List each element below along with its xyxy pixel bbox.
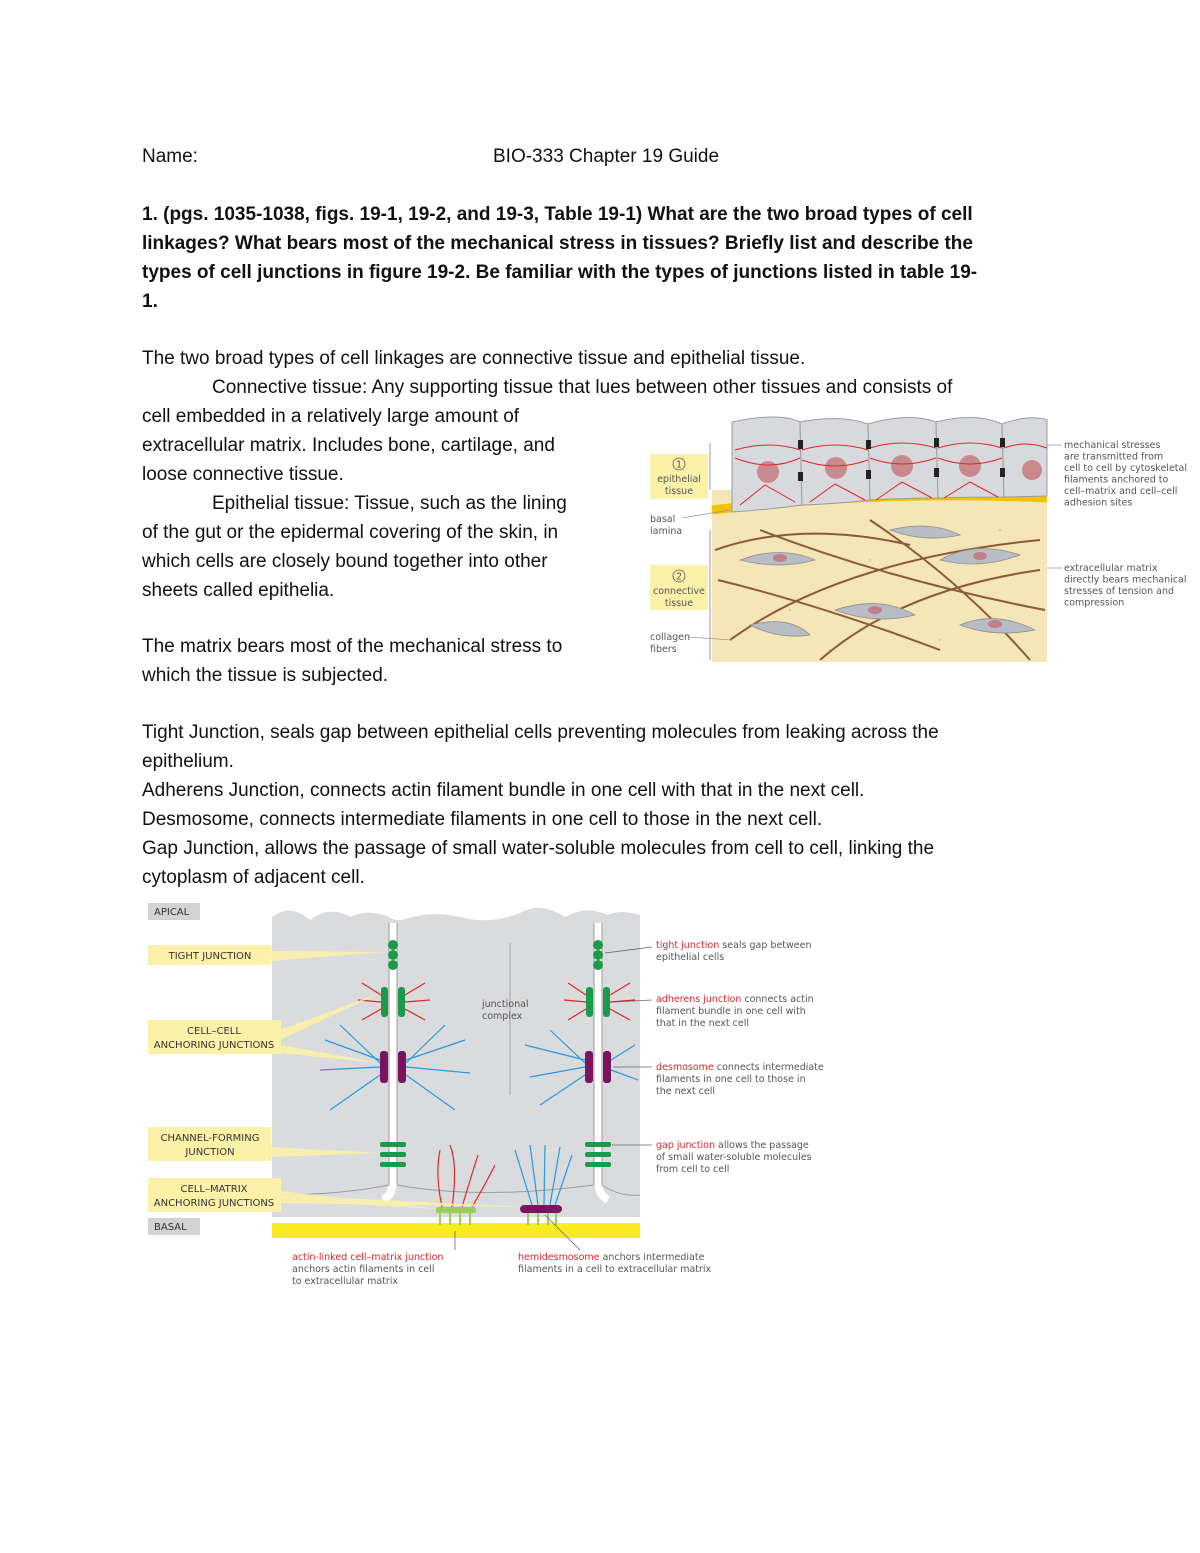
matrix-line-2: which the tissue is subjected.	[142, 665, 389, 686]
adherens-rest-c: that in the next cell	[656, 1018, 750, 1029]
question-line-3: types of cell junctions in figure 19-2. Be familiar with the types of junctions listed in table 19-	[142, 262, 978, 283]
adherens-rest-b: filament bundle in one cell with	[656, 1006, 806, 1017]
desmo-rest-a: connects intermediate	[713, 1062, 824, 1073]
label-channel-b: JUNCTION	[185, 1147, 235, 1158]
gap-rest-c: from cell to cell	[656, 1164, 730, 1175]
hemi-rest-b: filaments in a cell to extracellular matrix	[518, 1264, 712, 1275]
desmo-rest-c: the next cell	[656, 1086, 716, 1097]
answer-intro: The two broad types of cell linkages are connective tissue and epithelial tissue.	[142, 348, 806, 369]
question-line-2: linkages? What bears most of the mechanical stress in tissues? Briefly list and describe the	[142, 233, 973, 254]
tight-rest-b: epithelial cells	[656, 952, 725, 963]
connective-line-1: Connective tissue: Any supporting tissue that lues between other tissues and consists of	[212, 377, 953, 398]
document-title: BIO-333 Chapter 19 Guide	[493, 146, 720, 167]
matrix-line-1: The matrix bears most of the mechanical stress to	[142, 636, 563, 657]
right-top-3: cell to cell by cytoskeletal	[1064, 463, 1187, 474]
label-apical: APICAL	[154, 907, 190, 918]
basal-lamina-strip	[272, 1223, 640, 1238]
label-basal: BASAL	[154, 1222, 187, 1233]
right-bottom-3: stresses of tension and	[1064, 586, 1175, 597]
right-bottom-2: directly bears mechanical	[1064, 574, 1187, 586]
actin-rest-c: to extracellular matrix	[292, 1276, 399, 1287]
epithelial-line-3: which cells are closely bound together into other	[142, 551, 548, 572]
connective-line-4: loose connective tissue.	[142, 464, 344, 485]
tight-red: tight junction	[656, 940, 720, 951]
right-bottom-4: compression	[1064, 597, 1125, 609]
hemi-rest-a: anchors intermediate	[599, 1252, 705, 1263]
connective-line-2: cell embedded in a relatively large amount of	[142, 406, 520, 427]
label-connective-b: tissue	[664, 598, 694, 609]
adherens-red: adherens junction	[656, 994, 742, 1005]
connective-tissue-region	[712, 490, 1047, 662]
hemi-red: hemidesmosome	[518, 1252, 600, 1263]
junction-line-5: Gap Junction, allows the passage of small water-soluble molecules from cell to cell, linking the	[142, 838, 935, 859]
epithelial-line-1: Epithelial tissue: Tissue, such as the lining	[212, 493, 567, 514]
junction-line-4: Desmosome, connects intermediate filaments in one cell to those in the next cell.	[142, 809, 823, 830]
label-epithelial-number: 1	[675, 459, 683, 471]
right-top-4: filaments anchored to	[1064, 474, 1169, 486]
label-cellcell-b: ANCHORING JUNCTIONS	[153, 1040, 275, 1051]
gap-red: gap junction	[656, 1140, 716, 1151]
right-bottom-1: extracellular matrix	[1064, 563, 1158, 574]
junction-line-2: epithelium.	[142, 751, 234, 772]
question-line-4: 1.	[142, 291, 158, 312]
connective-line-3: extracellular matrix. Includes bone, cartilage, and	[142, 435, 555, 456]
desmo-red: desmosome	[656, 1062, 714, 1073]
gap-rest-a: allows the passage	[715, 1140, 809, 1151]
question-line-1: 1. (pgs. 1035-1038, figs. 19-1, 19-2, and 19-3, Table 19-1) What are the two broad types of cell	[142, 204, 973, 225]
name-label: Name:	[142, 146, 198, 167]
junction-line-3: Adherens Junction, connects actin filament bundle in one cell with that in the next cell.	[142, 780, 865, 801]
label-cellmatrix-b: ANCHORING JUNCTIONS	[153, 1198, 275, 1209]
right-top-5: cell–matrix and cell–cell	[1064, 486, 1178, 497]
adherens-rest-a: connects actin	[741, 994, 814, 1005]
epithelial-line-2: of the gut or the epidermal covering of the skin, in	[142, 522, 559, 543]
figure-tissue-types	[640, 410, 1190, 665]
tight-rest-a: seals gap between	[719, 940, 812, 951]
label-collagen-a: collagen	[650, 632, 691, 643]
label-epithelial-b: tissue	[664, 486, 694, 497]
junction-line-1: Tight Junction, seals gap between epithelial cells preventing molecules from leaking across the	[142, 722, 939, 743]
gap-rest-b: of small water-soluble molecules	[656, 1152, 812, 1163]
actin-red: actin-linked cell–matrix junction	[292, 1252, 444, 1263]
label-basal-a: basal	[650, 514, 676, 525]
junctional-complex-b: complex	[482, 1011, 523, 1022]
right-top-1: mechanical stresses	[1064, 440, 1161, 451]
label-connective-number: 2	[675, 571, 683, 583]
label-basal-b: lamina	[650, 526, 683, 537]
label-channel-a: CHANNEL-FORMING	[160, 1133, 260, 1144]
actin-rest-b: anchors actin filaments in cell	[292, 1264, 435, 1275]
figure-cell-junctions	[140, 895, 840, 1295]
right-top-6: adhesion sites	[1064, 497, 1133, 509]
label-cellmatrix-a: CELL–MATRIX	[180, 1184, 248, 1195]
junction-line-6: cytoplasm of adjacent cell.	[142, 867, 365, 888]
label-cellcell-a: CELL–CELL	[187, 1026, 241, 1037]
label-collagen-b: fibers	[650, 644, 677, 655]
svg-text:tight junction seals gap betwe	[656, 940, 812, 951]
label-tight-junction: TIGHT JUNCTION	[168, 951, 252, 962]
svg-text:adherens junction connects act	[656, 994, 814, 1005]
svg-text:hemidesmosome anchors intermed	[518, 1252, 705, 1263]
junctional-complex-a: junctional	[482, 999, 529, 1010]
label-epithelial-a: epithelial	[657, 474, 701, 485]
desmo-rest-b: filaments in one cell to those in	[656, 1074, 806, 1085]
svg-text:desmosome connects intermediat	[656, 1062, 824, 1073]
label-connective-a: connective	[653, 586, 705, 597]
epithelial-line-4: sheets called epithelia.	[142, 580, 335, 601]
right-top-2: are transmitted from	[1064, 451, 1164, 463]
svg-text:gap junction allows the passag	[656, 1140, 809, 1151]
